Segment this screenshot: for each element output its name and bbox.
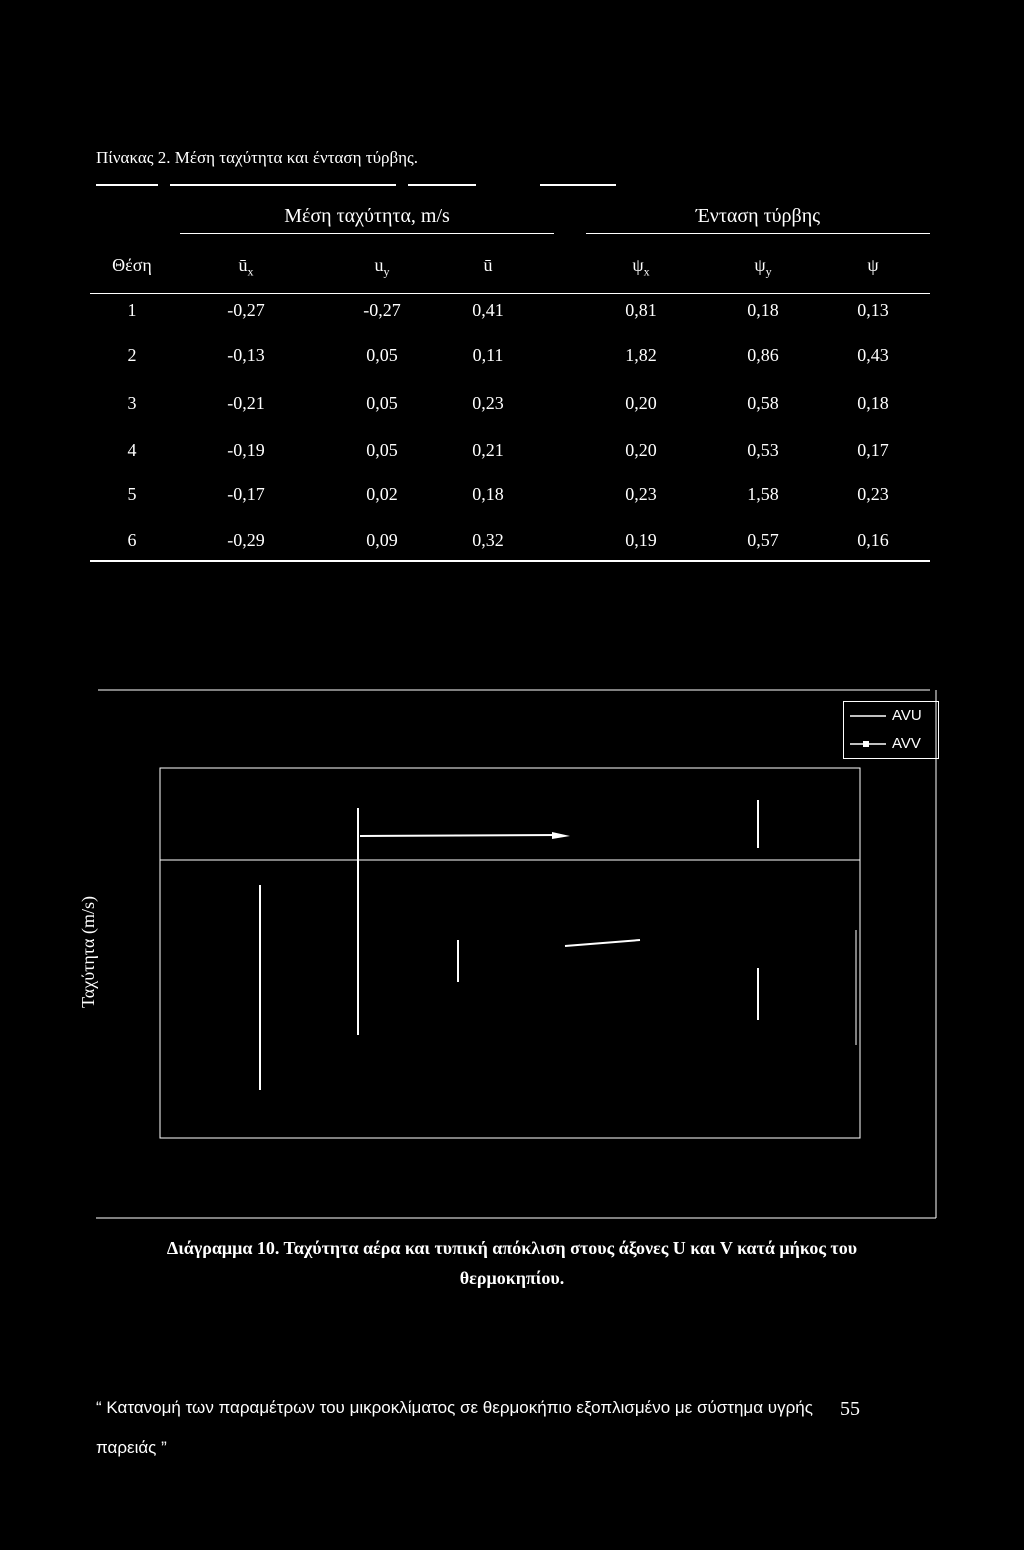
series-avv-marker [552,832,570,839]
table-cell: 0,17 [857,440,889,460]
table-cell: 1,58 [747,484,779,504]
table-cell: 0,05 [366,440,398,460]
table-cell: 0,58 [747,393,779,413]
table-cell: 0,18 [472,484,504,504]
table-cell: 0,20 [625,440,657,460]
column-header-label: ψ [632,255,644,275]
table-cell: -0,19 [227,440,265,460]
legend-swatches [844,702,938,758]
diagram-caption-line2: θερμοκηπίου. [459,1268,565,1288]
chart-legend [843,701,939,759]
table-cell: 0,86 [747,345,779,365]
table-cell: 0,11 [472,345,504,365]
table-cell: -0,29 [227,530,265,550]
table-cell: 0,05 [366,345,398,365]
table-cell: 3 [127,393,137,413]
legend-marker-avv [863,741,869,747]
legend-label-avv: AVV [892,735,921,752]
column-header-label: ψ [754,255,766,275]
page-number: 55 [840,1398,860,1420]
table-cell: 4 [127,440,137,460]
column-header-subscript: y [765,264,772,279]
group-header-velocity: Μέση ταχύτητα, m/s [284,205,450,227]
table-cell: 5 [127,484,137,504]
table-cell: 0,18 [857,393,889,413]
table-cell: 0,19 [625,530,657,550]
plot-area [160,768,860,1138]
table-cell: 0,23 [472,393,504,413]
column-header-subscript: y [383,264,390,279]
column-header-subscript: x [643,264,650,279]
table-cell: -0,13 [227,345,265,365]
table-cell: 0,43 [857,345,889,365]
table-cell: 1,82 [625,345,657,365]
table-cell: 0,53 [747,440,779,460]
table-cell: 0,02 [366,484,398,504]
column-header-label: Θέση [112,255,152,275]
table-cell: -0,27 [363,300,401,320]
table-cell: 0,05 [366,393,398,413]
table-cell: 0,13 [857,300,889,320]
table-cell: 0,09 [366,530,398,550]
column-header-subscript: x [247,264,254,279]
table-cell: 1 [127,300,137,320]
column-header-label: ψ [867,255,879,275]
series-avv-line [360,835,560,836]
table-caption: Πίνακας 2. Μέση ταχύτητα και ένταση τύρβης. [96,148,418,167]
diagram-caption-line1: Διάγραμμα 10. Ταχύτητα αέρα και τυπική απόκλιση στους άξονες U και V κατά μήκος του [166,1238,858,1258]
table-cell: 0,57 [747,530,779,550]
group-header-turbulence: Ένταση τύρβης [695,205,821,227]
series-avu-line [565,940,640,946]
table-cell: 0,23 [857,484,889,504]
table-cell: 0,20 [625,393,657,413]
column-header-label: u [374,255,384,275]
chart-ylabel: Ταχύτητα (m/s) [78,896,98,1008]
table-cell: -0,27 [227,300,265,320]
table-cell: 6 [127,530,137,550]
footer-line2: παρειάς ” [96,1438,167,1457]
table-cell: -0,21 [227,393,265,413]
table-cell: 2 [127,345,137,365]
table-cell: 0,32 [472,530,504,550]
table-cell: 0,18 [747,300,779,320]
legend-label-avu: AVU [892,707,922,724]
table-cell: 0,16 [857,530,889,550]
column-header-label: ū [483,255,493,275]
table-cell: -0,17 [227,484,265,504]
table-cell: 0,81 [625,300,657,320]
column-header-label: ū [238,255,248,275]
table-cell: 0,41 [472,300,504,320]
table-cell: 0,21 [472,440,504,460]
footer-line1: “ Κατανομή των παραμέτρων του μικροκλίματος σε θερμοκήπιο εξοπλισμένο με σύστημα υγρής [96,1398,813,1417]
table-cell: 0,23 [625,484,657,504]
